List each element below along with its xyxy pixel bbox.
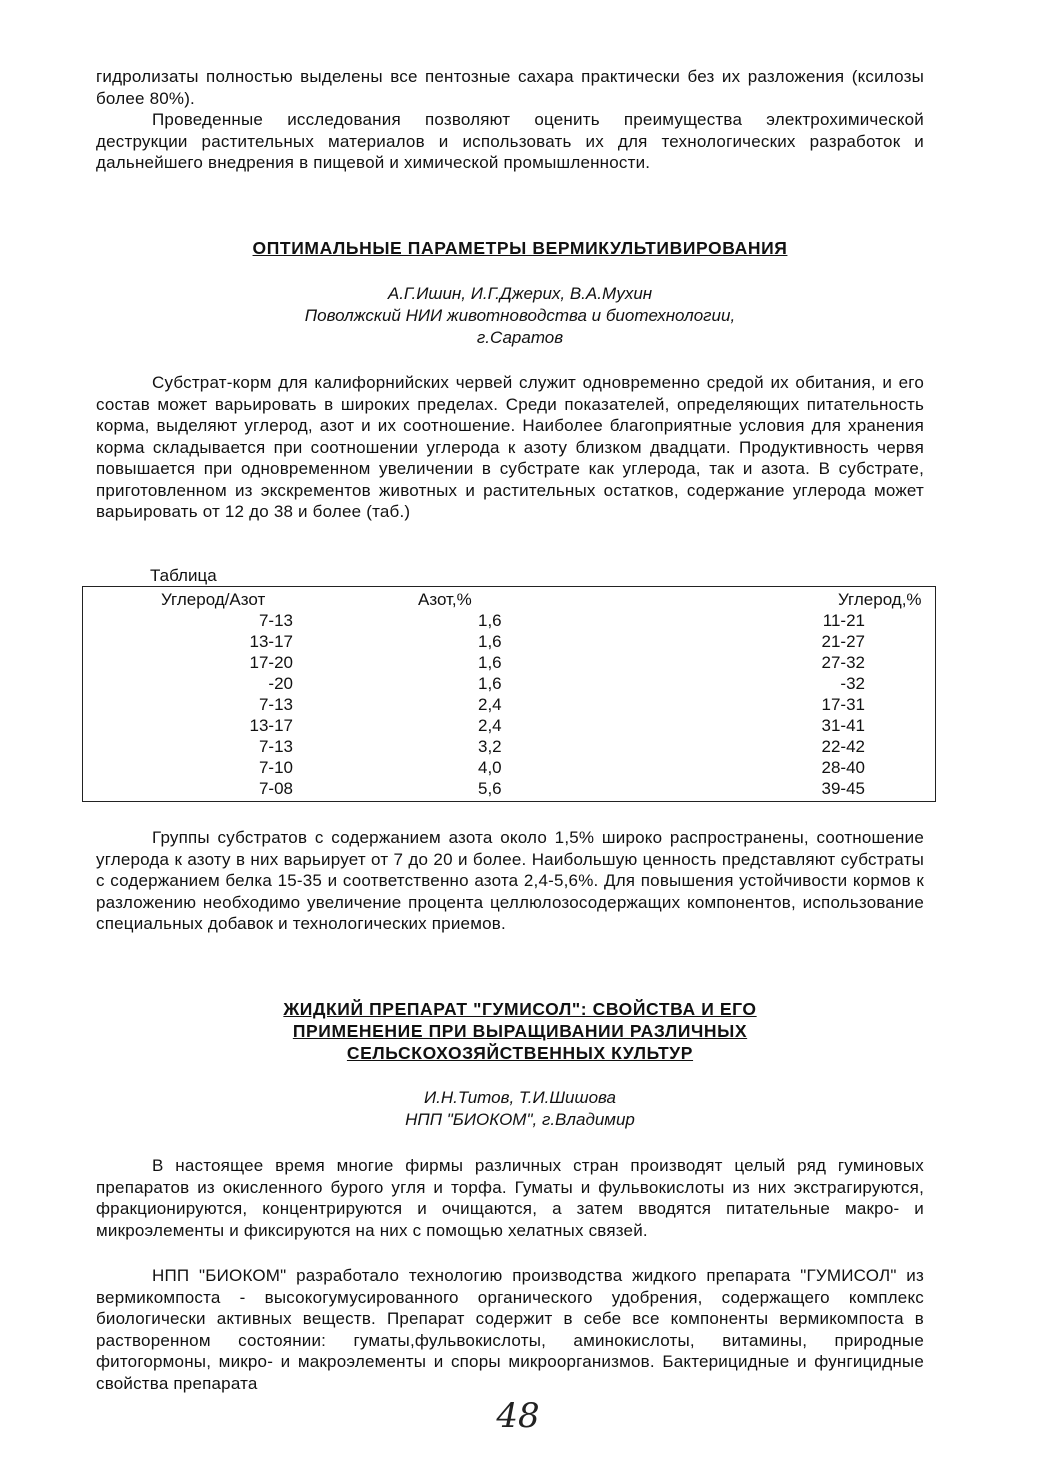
table-row [83, 778, 935, 799]
table-header-cell: Углерод,% [838, 590, 922, 609]
article2-title-line3: СЕЛЬСКОХОЗЯЙСТВЕННЫХ КУЛЬТУР [346, 1043, 694, 1063]
table-cell: 39-45 [821, 779, 865, 798]
article1-affiliation-line1: Поволжский НИИ животноводства и биотехнологии, [304, 306, 736, 325]
table-cell: 7-10 [258, 758, 293, 777]
article1-paragraph-1: Субстрат-корм для калифорнийских червей служит одновременно средой их обитания, и его состав может варьировать в широких пределах. Среди показателей, определяющих питательность корма, выделяют углерод, азот и их соотношение. Наиболее благоприятные условия для хранения корма складывается при соотношении углерода к азоту близком двадцати. Продуктивность червя повышается при одновременном увеличении в субстрате как углерода, так и азота. В субстрате, приготовленном из экскрементов животных и растительных остатков, содержание углерода может варьировать от 12 до 38 и более (таб.) [96, 373, 924, 521]
table-row [83, 715, 935, 736]
table-cell: 11-21 [822, 611, 865, 630]
table-cell: 13-17 [249, 716, 293, 735]
table-cell: 1,6 [478, 611, 502, 630]
article2-paragraph-1: В настоящее время многие фирмы различных стран производят целый ряд гуминовых препаратов из окисленного бурого угля и торфа. Гуматы и фульвокислоты из них экстрагируются, фракционируются, концентрируются и очищаются, а затем вводятся питательные макро- и микроэлементы и фиксируются на них с помощью хелатных связей. [96, 1156, 924, 1240]
table-cell: 7-13 [258, 737, 293, 756]
data-table [82, 586, 936, 802]
table-cell: 22-42 [821, 737, 865, 756]
table-caption: Таблица [150, 566, 217, 585]
table-cell: 3,2 [478, 737, 502, 756]
article2-title-line1: ЖИДКИЙ ПРЕПАРАТ "ГУМИСОЛ": СВОЙСТВА И ЕГО [283, 999, 757, 1019]
intro-paragraph-2: Проведенные исследования позволяют оценить преимущества электрохимической деструкции растительных материалов и использовать их для технологических разработок и дальнейшего внедрения в пищевой и химической промышленности. [96, 110, 924, 172]
table-cell: 7-08 [258, 779, 293, 798]
table-cell: 1,6 [478, 674, 502, 693]
table-cell: 21-27 [821, 632, 865, 651]
table-row [83, 673, 935, 694]
table-header-cell: Азот,% [418, 590, 472, 609]
table-cell: 2,4 [478, 716, 502, 735]
article2-title-line2: ПРИМЕНЕНИЕ ПРИ ВЫРАЩИВАНИИ РАЗЛИЧНЫХ [292, 1021, 748, 1041]
table-cell: 4,0 [478, 758, 502, 777]
article1-title: ОПТИМАЛЬНЫЕ ПАРАМЕТРЫ ВЕРМИКУЛЬТИВИРОВАНИЯ [252, 238, 788, 258]
table-cell: 31-41 [821, 716, 865, 735]
table-cell: 1,6 [478, 632, 502, 651]
table-header-cell: Углерод/Азот [161, 590, 266, 609]
table-cell: -32 [840, 674, 865, 693]
table-cell: 5,6 [478, 779, 502, 798]
table-cell: 7-13 [258, 611, 293, 630]
intro-paragraph-1: гидролизаты полностью выделены все пентозные сахара практически без их разложения (ксилозы более 80%). [96, 67, 924, 108]
table-cell: 13-17 [249, 632, 293, 651]
table-cell: 7-13 [258, 695, 293, 714]
table-cell: 28-40 [821, 758, 865, 777]
table-cell: -20 [268, 674, 293, 693]
article1-paragraph-2: Группы субстратов с содержанием азота около 1,5% широко распространены, соотношение углерода к азоту в них варьирует от 7 до 20 и более. Наибольшую ценность представляют субстраты с содержанием белка 15-35 и соответственно азота 2,4-5,6%. Для повышения устойчивости кормов к разложению необходимо увеличение процента целлюлозосодержащих компонентов, использование специальных добавок и технологических приемов. [96, 828, 924, 933]
table-row [83, 757, 935, 778]
article2-authors: И.Н.Титов, Т.И.Шишова [423, 1088, 616, 1107]
table-row [83, 736, 935, 757]
table-cell: 2,4 [478, 695, 502, 714]
table-header-row [83, 589, 935, 610]
article1-authors: А.Г.Ишин, И.Г.Джерих, В.А.Мухин [387, 284, 653, 303]
page-number: 48 [496, 1396, 540, 1436]
table-cell: 27-32 [821, 653, 865, 672]
article2-paragraph-2: НПП "БИОКОМ" разработало технологию производства жидкого препарата "ГУМИСОЛ" из вермикомпоста - высокогумусированного органического удобрения, содержащего комплекс биологически активных веществ. Препарат содержит в себе все компоненты вермикомпоста в растворенном состоянии: гуматы,фульвокислоты, аминокислоты, витамины, природные фитогормоны, микро- и макроэлементы и споры микроорганизмов. Бактерицидные и фунгицидные свойства препарата [96, 1266, 924, 1393]
table-row [83, 694, 935, 715]
table-cell: 1,6 [478, 653, 502, 672]
table-cell: 17-31 [821, 695, 865, 714]
article1-affiliation-line2: г.Саратов [476, 328, 564, 347]
table-cell: 17-20 [249, 653, 293, 672]
table-row [83, 631, 935, 652]
table-row [83, 610, 935, 631]
article2-affiliation: НПП "БИОКОМ", г.Владимир [405, 1110, 635, 1129]
table-row [83, 652, 935, 673]
